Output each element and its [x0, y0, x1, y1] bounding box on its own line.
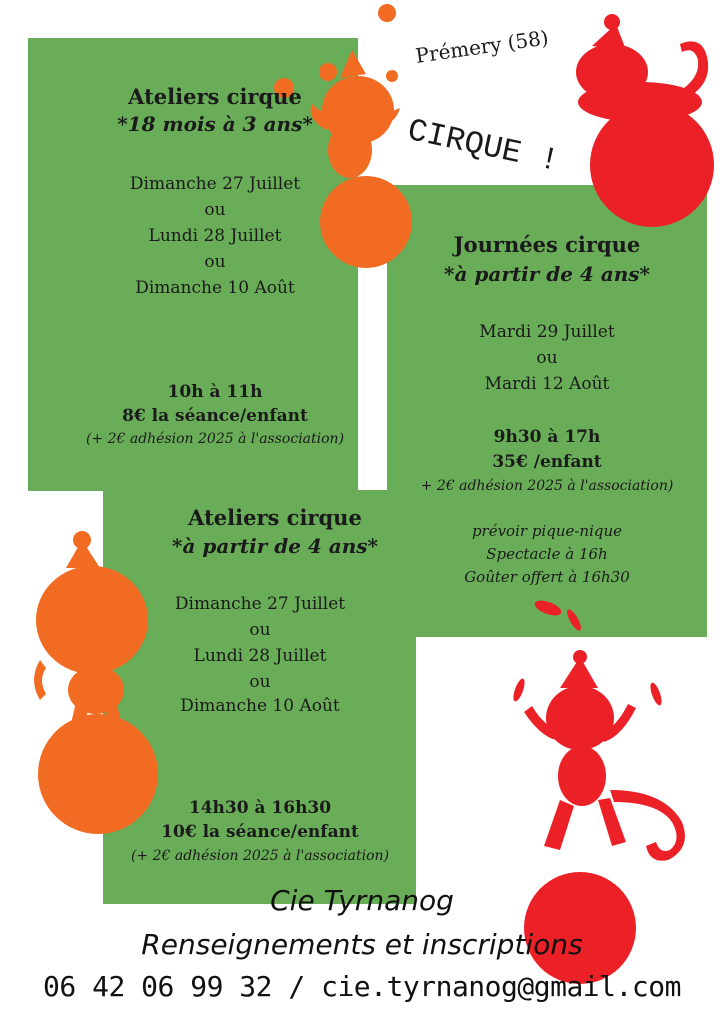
block3-or-1: ou	[249, 620, 271, 640]
block1-date-1: Dimanche 27 Juillet	[129, 174, 301, 194]
block3-or-2: ou	[249, 672, 271, 692]
red-monkey-bottom-illustration	[511, 598, 685, 984]
block2-title: Journées cirque	[453, 232, 641, 257]
cirque-headline: CIRQUE !	[404, 112, 563, 181]
block3-date-1: Dimanche 27 Juillet	[174, 594, 346, 614]
block1-price: 8€ la séance/enfant	[122, 406, 308, 426]
block3-membership: (+ 2€ adhésion 2025 à l'association)	[130, 848, 390, 864]
block2-note-2: Spectacle à 16h	[486, 545, 608, 563]
block2-note-1: prévoir pique-nique	[471, 522, 623, 540]
contact-line: 06 42 06 99 32 / cie.tyrnanog@gmail.com	[43, 970, 681, 1003]
block2-price: 35€ /enfant	[492, 452, 602, 472]
block1-age: *18 mois à 3 ans*	[117, 112, 313, 136]
block1-membership: (+ 2€ adhésion 2025 à l'association)	[85, 431, 345, 447]
location-label: Prémery (58)	[414, 25, 550, 68]
block1-or-2: ou	[204, 252, 226, 272]
block2-age: *à partir de 4 ans*	[444, 262, 650, 286]
block1-date-2: Lundi 28 Juillet	[148, 226, 282, 246]
block2-membership: + 2€ adhésion 2025 à l'association)	[420, 478, 674, 494]
info-line: Renseignements et inscriptions	[141, 928, 583, 961]
block1-or-1: ou	[204, 200, 226, 220]
red-monkey-top-illustration	[576, 14, 714, 227]
block2-date-2: Mardi 12 Août	[484, 374, 610, 394]
block3-date-2: Lundi 28 Juillet	[193, 646, 327, 666]
block3-price: 10€ la séance/enfant	[161, 822, 359, 842]
block3-title: Ateliers cirque	[188, 505, 362, 530]
block2-or-1: ou	[536, 348, 558, 368]
block1-title: Ateliers cirque	[128, 84, 302, 109]
block1-time: 10h à 11h	[167, 382, 263, 402]
block3-time: 14h30 à 16h30	[188, 798, 332, 818]
block2-note-3: Goûter offert à 16h30	[464, 568, 630, 586]
block2-time: 9h30 à 17h	[493, 427, 601, 447]
block3-age: *à partir de 4 ans*	[172, 534, 378, 558]
block2-date-1: Mardi 29 Juillet	[479, 322, 615, 342]
block3-date-3: Dimanche 10 Août	[180, 696, 340, 716]
company-name: Cie Tyrnanog	[270, 884, 454, 917]
block1-date-3: Dimanche 10 Août	[135, 278, 295, 298]
